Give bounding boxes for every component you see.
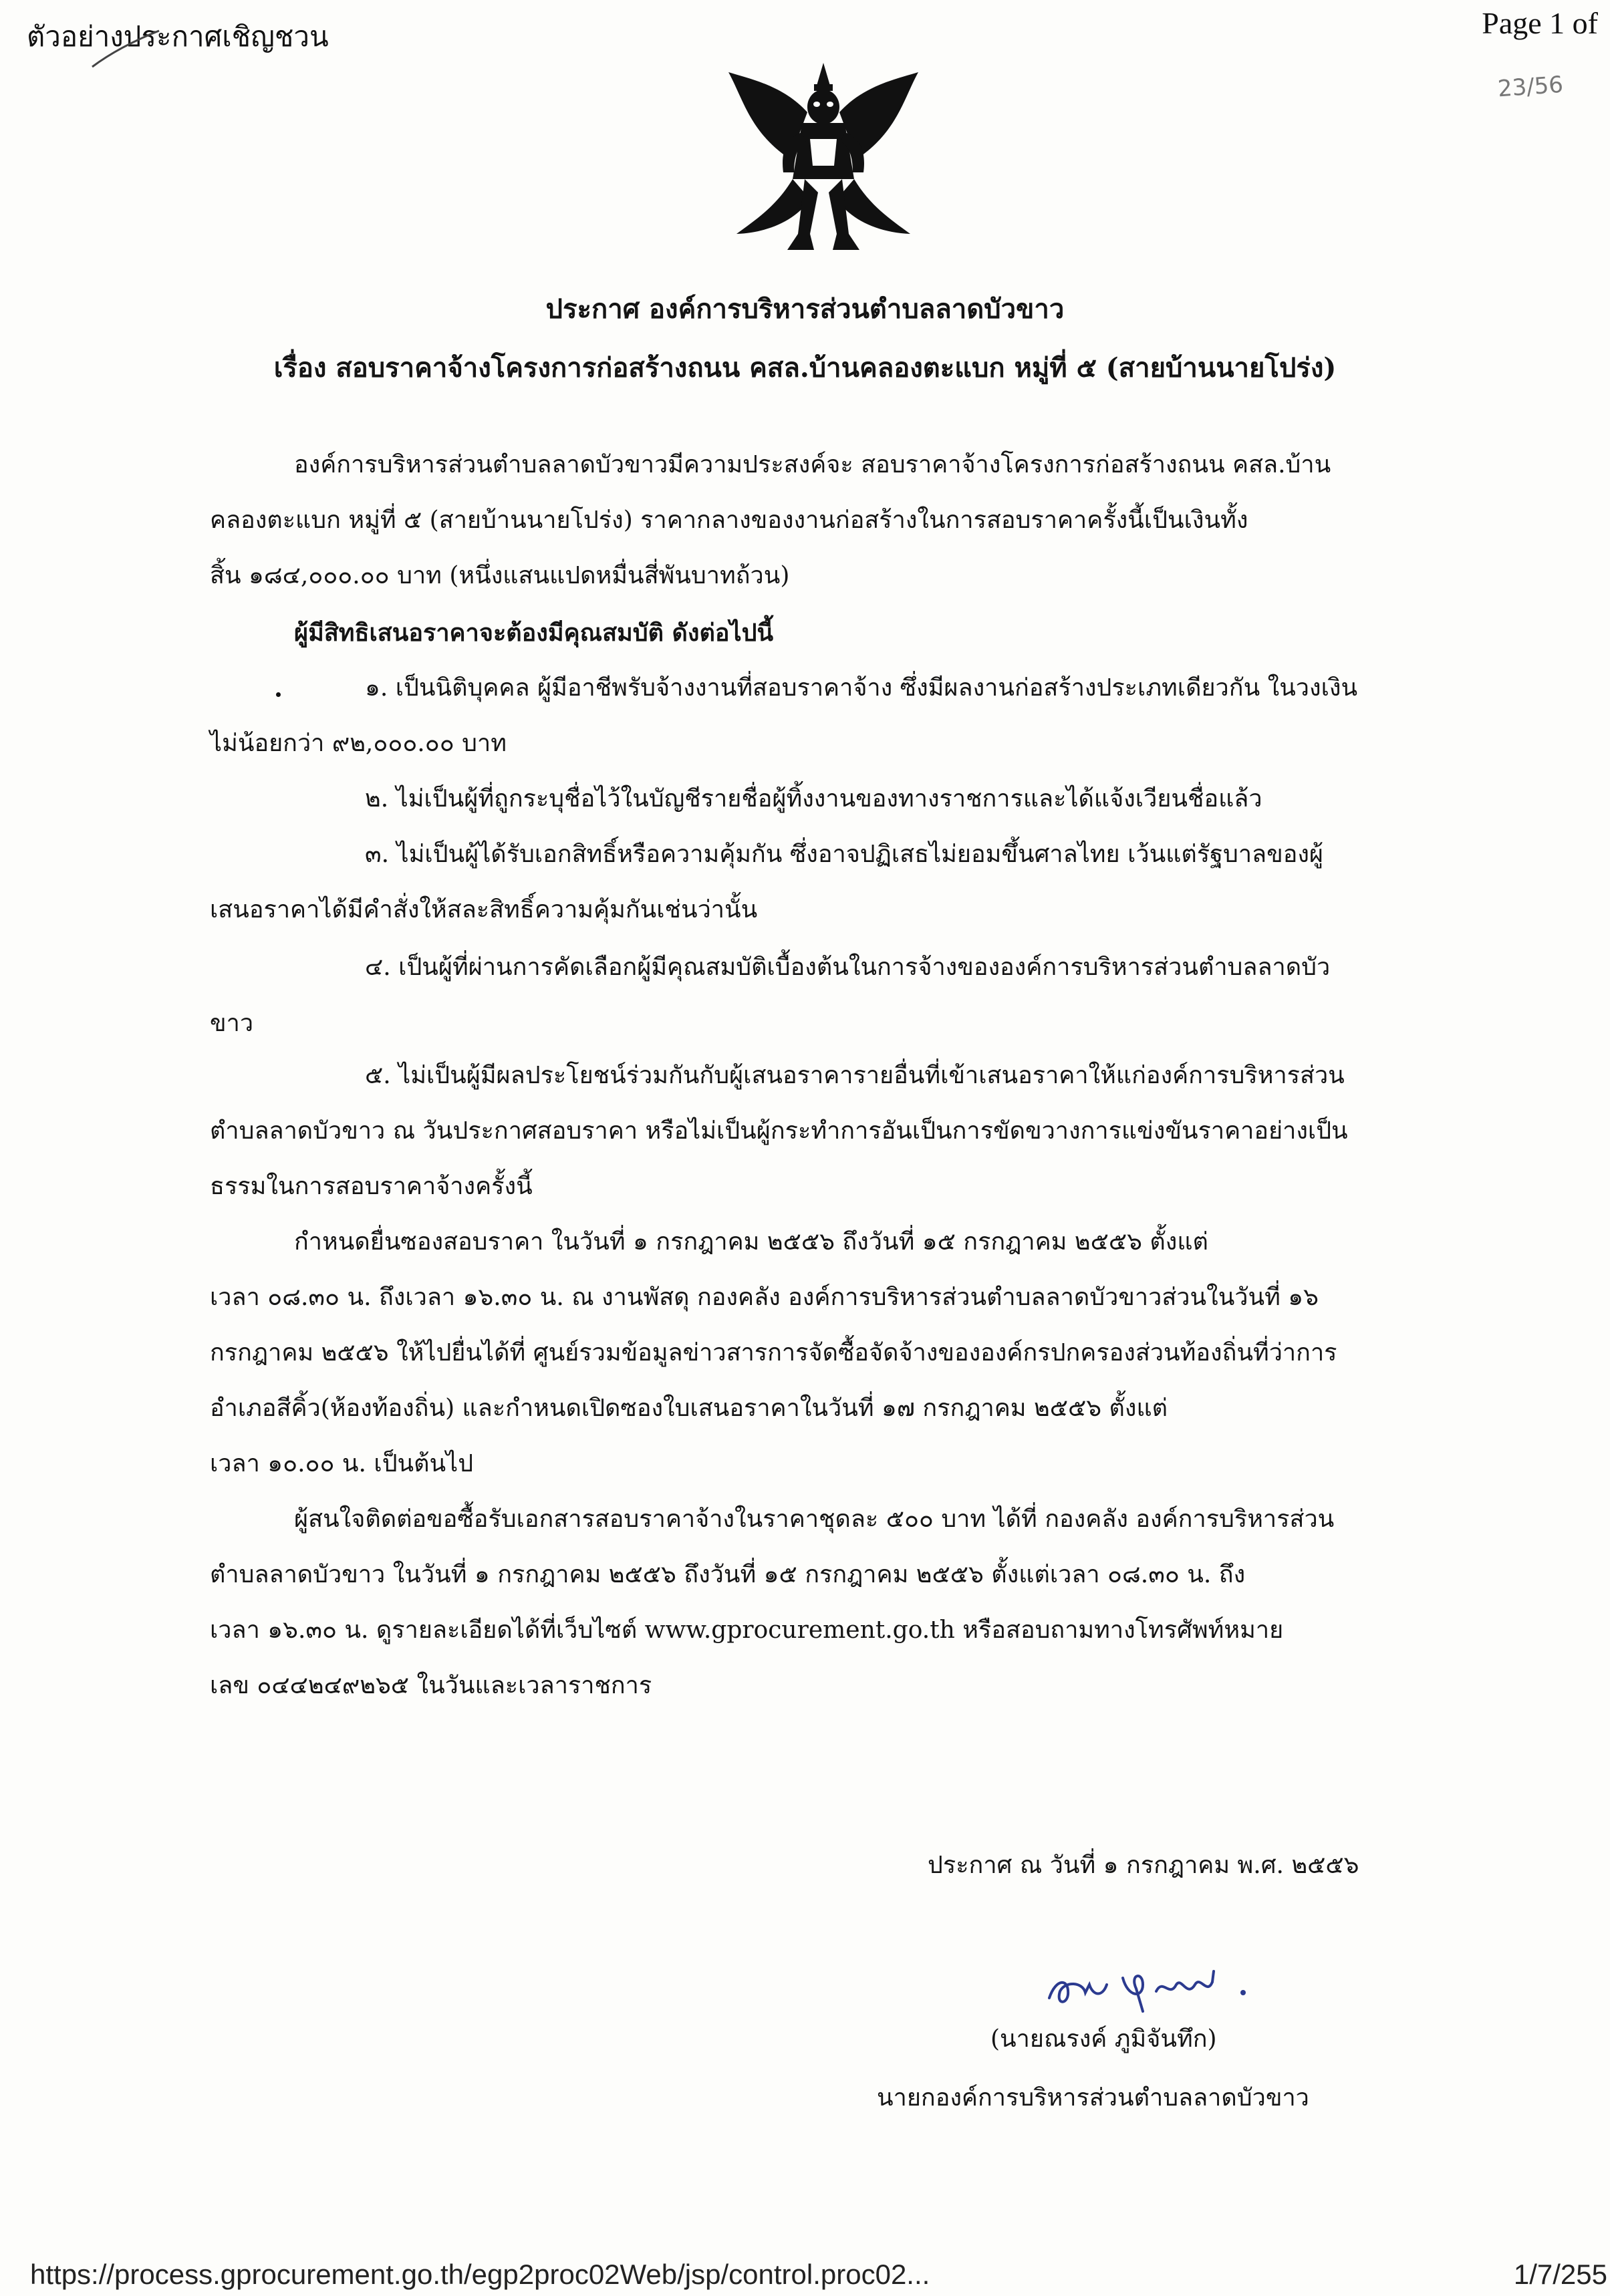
contact-line-3: เวลา ๑๖.๓๐ น. ดูรายละเอียดได้ที่เว็บไซต์ www.gprocurement.go.th หรือสอบถามทางโทรศัพท์หมาย bbox=[210, 1616, 1284, 1644]
schedule-line-2: เวลา ๐๘.๓๐ น. ถึงเวลา ๑๖.๓๐ น. ณ งานพัสดุ กองคลัง องค์การบริหารส่วนตำบลลาดบัวขาวส่วนในวันที่ ๑๖ bbox=[210, 1284, 1319, 1311]
qualification-3-line-1: ๓. ไม่เป็นผู้ได้รับเอกสิทธิ์หรือความคุ้มกัน ซึ่งอาจปฏิเสธไม่ยอมขึ้นศาลไทย เว้นแต่รัฐบาลของผู้ bbox=[365, 841, 1324, 868]
footer-date: 1/7/255 bbox=[1513, 2259, 1607, 2290]
qualification-5-line-3: ธรรมในการสอบราคาจ้างครั้งนี้ bbox=[210, 1173, 533, 1200]
qualification-3-line-2: เสนอราคาได้มีคำสั่งให้สละสิทธิ์ความคุ้มกันเช่นว่านั้น bbox=[210, 896, 758, 923]
schedule-line-4: อำเภอสีคิ้ว(ห้องท้องถิ่น) และกำหนดเปิดซองใบเสนอราคาในวันที่ ๑๗ กรกฎาคม ๒๕๕๖ ตั้งแต่ bbox=[210, 1395, 1168, 1422]
qualification-1-line-2: ไม่น้อยกว่า ๙๒,๐๐๐.๐๐ บาท bbox=[210, 730, 507, 757]
announcement-title: ประกาศ องค์การบริหารส่วนตำบลลาดบัวขาว bbox=[545, 293, 1065, 325]
intro-line-3: สิ้น ๑๘๔,๐๐๐.๐๐ บาท (หนึ่งแสนแปดหมื่นสี่พันบาทถ้วน) bbox=[210, 562, 790, 589]
document-label: ตัวอย่างประกาศเชิญชวน bbox=[27, 20, 329, 53]
intro-line-1: องค์การบริหารส่วนตำบลลาดบัวขาวมีความประสงค์จะ สอบราคาจ้างโครงการก่อสร้างถนน คสล.บ้าน bbox=[294, 451, 1331, 478]
qualification-5-line-1: ๕. ไม่เป็นผู้มีผลประโยชน์ร่วมกันกับผู้เสนอราคารายอื่นที่เข้าเสนอราคาให้แก่องค์การบริหารส่วน bbox=[365, 1062, 1345, 1089]
contact-line-1: ผู้สนใจติดต่อขอซื้อรับเอกสารสอบราคาจ้างในราคาชุดละ ๕๐๐ บาท ได้ที่ กองคลัง องค์การบริหารส่วน bbox=[294, 1505, 1335, 1533]
page-number: Page 1 of bbox=[1482, 6, 1598, 40]
qualification-1-line-1: ๑. เป็นนิติบุคคล ผู้มีอาชีพรับจ้างงานที่สอบราคาจ้าง ซึ่งมีผลงานก่อสร้างประเภทเดียวกัน ในวงเงิน bbox=[365, 674, 1358, 702]
qualification-5-line-2: ตำบลลาดบัวขาว ณ วันประกาศสอบราคา หรือไม่เป็นผู้กระทำการอันเป็นการขัดขวางการแข่งขันราคาอย่างเป็น bbox=[210, 1117, 1348, 1145]
handwritten-note: 23/56 bbox=[1496, 71, 1565, 103]
garuda-emblem-icon bbox=[716, 59, 930, 259]
announcement-date: ประกาศ ณ วันที่ ๑ กรกฎาคม พ.ศ. ๒๕๕๖ bbox=[928, 1852, 1359, 1879]
pen-strike-mark bbox=[86, 27, 166, 74]
schedule-line-5: เวลา ๑๐.๐๐ น. เป็นต้นไป bbox=[210, 1450, 474, 1477]
qualifications-heading: ผู้มีสิทธิเสนอราคาจะต้องมีคุณสมบัติ ดังต่อไปนี้ bbox=[294, 619, 774, 647]
qualification-4-line-1: ๔. เป็นผู้ที่ผ่านการคัดเลือกผู้มีคุณสมบัติเบื้องต้นในการจ้างขององค์การบริหารส่วนตำบลลาดบัว bbox=[365, 954, 1331, 981]
footer-url: https://process.gprocurement.go.th/egp2proc02Web/jsp/control.proc02... bbox=[30, 2259, 930, 2290]
handwritten-signature-icon bbox=[1043, 1958, 1283, 2018]
announcement-subject: เรื่อง สอบราคาจ้างโครงการก่อสร้างถนน คสล.บ้านคลองตะแบก หมู่ที่ ๕ (สายบ้านนายโปร่ง) bbox=[273, 352, 1337, 384]
contact-line-2: ตำบลลาดบัวขาว ในวันที่ ๑ กรกฎาคม ๒๕๕๖ ถึงวันที่ ๑๕ กรกฎาคม ๒๕๕๖ ตั้งแต่เวลา ๐๘.๓๐ น. ถึง bbox=[210, 1561, 1246, 1588]
qualification-4-line-2: ขาว bbox=[210, 1010, 254, 1037]
signatory-name: (นายณรงค์ ภูมิจันทึก) bbox=[990, 2025, 1217, 2053]
intro-line-2: คลองตะแบก หมู่ที่ ๕ (สายบ้านนายโปร่ง) ราคากลางของงานก่อสร้างในการสอบราคาครั้งนี้เป็นเงินทั้ง bbox=[210, 507, 1248, 534]
contact-line-4: เลข ๐๔๔๒๔๙๒๖๕ ในวันและเวลาราชการ bbox=[210, 1672, 652, 1699]
schedule-line-3: กรกฎาคม ๒๕๕๖ ให้ไปยื่นได้ที่ ศูนย์รวมข้อมูลข่าวสารการจัดซื้อจัดจ้างขององค์กรปกครองส่วนท้องถิ่นที่ว่าการ bbox=[210, 1339, 1337, 1367]
signatory-position: นายกองค์การบริหารส่วนตำบลลาดบัวขาว bbox=[877, 2084, 1309, 2112]
scan-speck bbox=[276, 692, 281, 697]
schedule-line-1: กำหนดยื่นซองสอบราคา ในวันที่ ๑ กรกฎาคม ๒๕๕๖ ถึงวันที่ ๑๕ กรกฎาคม ๒๕๕๖ ตั้งแต่ bbox=[294, 1228, 1208, 1256]
qualification-2-line-1: ๒. ไม่เป็นผู้ที่ถูกระบุชื่อไว้ในบัญชีรายชื่อผู้ทิ้งงานของทางราชการและได้แจ้งเวียนชื่อแล้ว bbox=[365, 785, 1262, 813]
